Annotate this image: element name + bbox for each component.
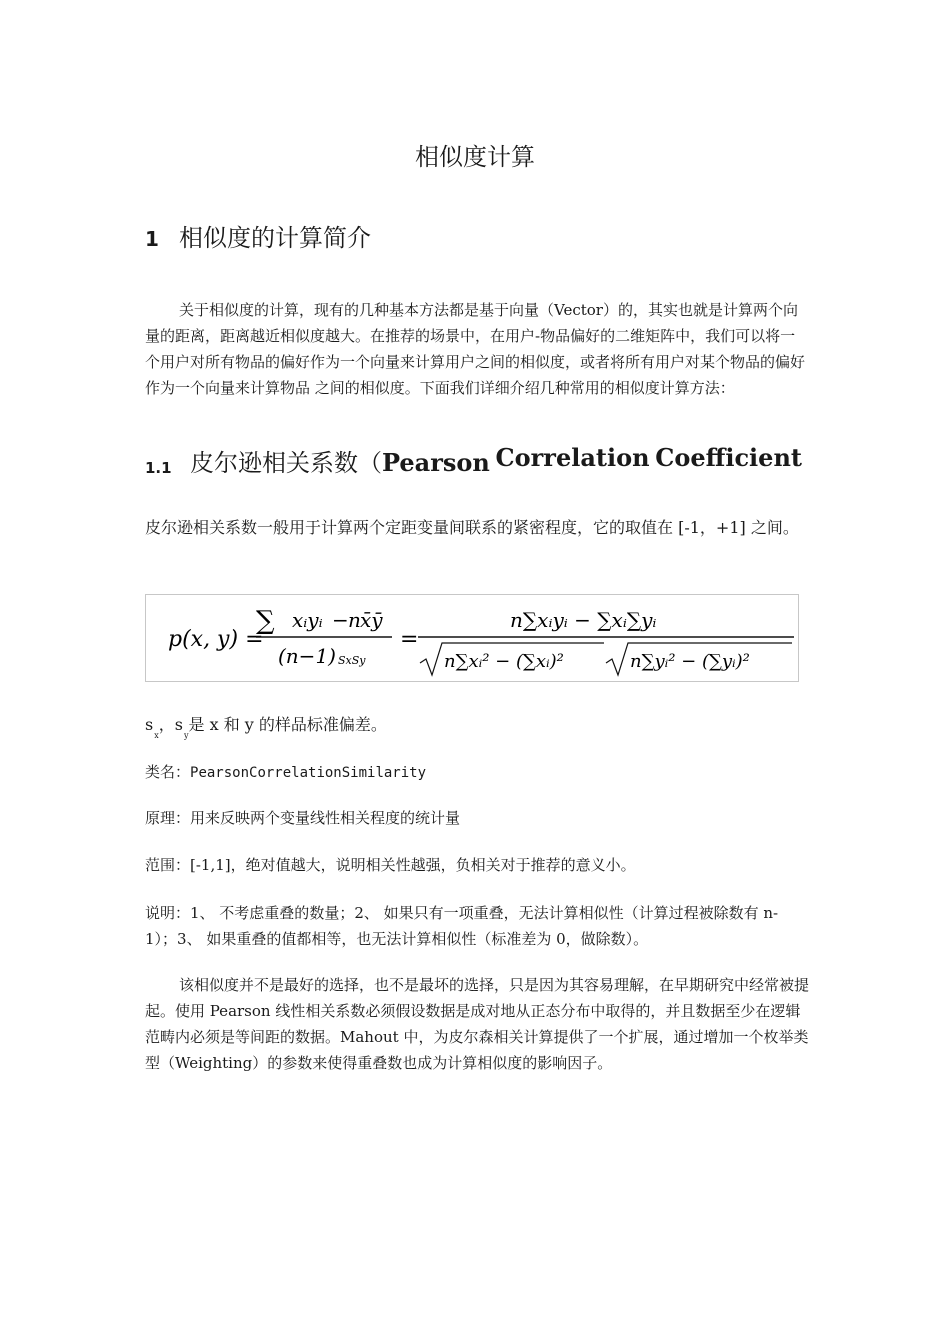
discussion-paragraph: 该相似度并不是最好的选择，也不是最坏的选择，只是因为其容易理解，在早期研究中经常被提起。使用 Pearson 线性相关系数必须假设数据是成对地从正态分布中取得的，并且数据至少在逻辑范畴内必须是等间距的数据。Mahout 中，为皮尔森相关计算提供了一个扩展，通过增加一个枚举类型（Weighting）的参数来使得重叠数也成为计算相似度的影响因子。 bbox=[145, 976, 810, 1072]
section-number: 1 bbox=[145, 227, 159, 251]
intro-paragraph: 关于相似度的计算，现有的几种基本方法都是基于向量（Vector）的，其实也就是计算两个向量的距离，距离越近相似度越大。在推荐的场景中，在用户-物品偏好的二维矩阵中，我们可以将一个用户对所有物品的偏好作为一个向量来计算用户之间的相似度，或者将所有用户对某个物品的偏好作为一个向量来计算物品 之间的相似度。下面我们详细介绍几种常用的相似度计算方法： bbox=[145, 301, 806, 397]
notes-paragraph: 说明：1、 不考虑重叠的数量；2、 如果只有一项重叠，无法计算相似性（计算过程被除数有 n-1）；3、 如果重叠的值都相等，也无法计算相似性（标准差为 0，做除数）。 bbox=[145, 904, 779, 948]
range-line: 范围：[-1,1]，绝对值越大，说明相关性越强，负相关对于推荐的意义小。 bbox=[145, 856, 636, 874]
pearson-formula bbox=[145, 594, 799, 682]
std-deviation-note: $s_x$，$s_y$是 x 和 y 的样品标准偏差。 bbox=[145, 715, 387, 740]
svg-text:xᵢyᵢ: xᵢyᵢ bbox=[292, 608, 323, 632]
subsection-heading-text: 皮尔逊相关系数（Pearson Correlation Coefficient bbox=[190, 443, 802, 477]
svg-text:n∑yᵢ² − (∑yᵢ)²: n∑yᵢ² − (∑yᵢ)² bbox=[630, 651, 750, 672]
page-title: 相似度计算 bbox=[415, 143, 535, 171]
svg-text:n∑xᵢyᵢ − ∑xᵢ∑yᵢ: n∑xᵢyᵢ − ∑xᵢ∑yᵢ bbox=[510, 608, 657, 632]
svg-text:n∑xᵢ² − (∑xᵢ)²: n∑xᵢ² − (∑xᵢ)² bbox=[444, 651, 564, 672]
subsection-number: 1.1 bbox=[145, 459, 172, 477]
svg-text:n: n bbox=[348, 608, 361, 632]
svg-text:x̄ȳ: x̄ȳ bbox=[360, 608, 383, 632]
section-heading-1 bbox=[145, 218, 371, 253]
principle-line: 原理：用来反映两个变量线性相关程度的统计量 bbox=[145, 809, 461, 827]
class-name-line: 类名：PearsonCorrelationSimilarity bbox=[145, 763, 427, 781]
svg-text:−: − bbox=[332, 608, 349, 632]
svg-text:(n−1): (n−1) bbox=[278, 644, 336, 668]
svg-text:p(x, y) =: p(x, y) = bbox=[168, 627, 264, 652]
svg-text:=: = bbox=[400, 627, 419, 652]
formula-image bbox=[146, 595, 798, 681]
pearson-intro: 皮尔逊相关系数一般用于计算两个定距变量间联系的紧密程度，它的取值在 [-1，+1] 之间。 bbox=[145, 518, 799, 537]
section-heading-text: 相似度的计算简介 bbox=[179, 224, 371, 252]
svg-text:SxSy: SxSy bbox=[338, 654, 366, 667]
svg-text:∑: ∑ bbox=[256, 606, 275, 636]
